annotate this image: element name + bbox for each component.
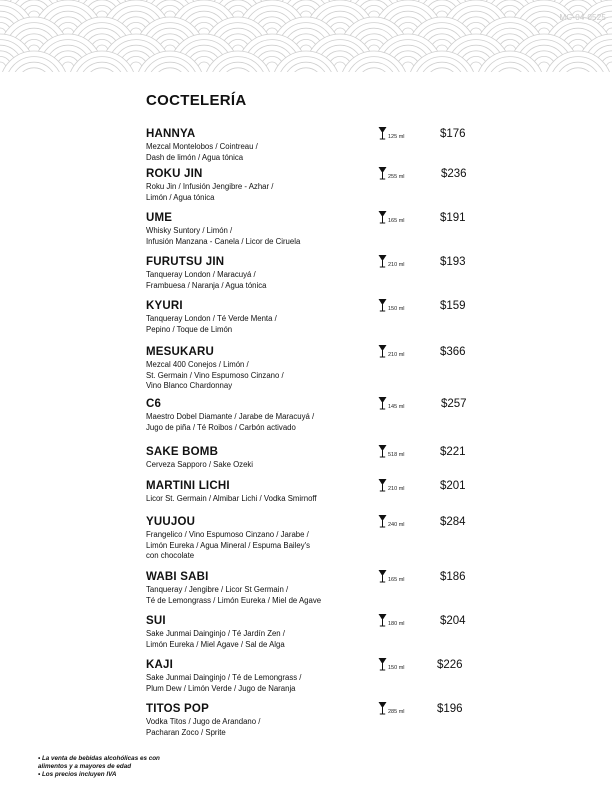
price: $191: [440, 212, 466, 224]
serving-volume: [378, 478, 405, 492]
ingredient-line: Limón / Agua tónica: [146, 192, 215, 202]
footer-note: • Los precios incluyen IVA: [38, 771, 117, 778]
martini-glass-icon: [378, 701, 387, 715]
footer-notes: [38, 755, 160, 779]
cocktail-ingredients: [146, 412, 476, 433]
volume-label: 285 ml: [388, 709, 405, 715]
menu-item: [146, 516, 476, 562]
martini-glass-icon: [378, 613, 387, 627]
menu-item: [146, 212, 476, 247]
cocktail-ingredients: [146, 270, 476, 291]
volume-label: 165 ml: [388, 218, 405, 224]
martini-glass-icon: [378, 344, 387, 358]
volume-label: 210 ml: [388, 262, 405, 268]
document-code: MC-04-0525: [559, 13, 606, 22]
ingredient-line: Frambuesa / Naranja / Agua tónica: [146, 280, 267, 290]
volume-label: 210 ml: [388, 486, 405, 492]
serving-volume: [378, 613, 405, 627]
cocktail-name: MARTINI LICHI: [146, 480, 230, 492]
martini-glass-icon: [378, 569, 387, 583]
cocktail-ingredients: [146, 530, 476, 562]
ingredient-line: Licor St. Germain / Almibar Lichi / Vodka Smirnoff: [146, 494, 317, 503]
volume-label: 518 ml: [388, 452, 405, 458]
cocktail-name: C6: [146, 398, 162, 410]
martini-glass-icon: [378, 126, 387, 140]
ingredient-line: Sake Junmai Dainginjo / Té de Lemongrass /: [146, 673, 302, 682]
price: $201: [440, 480, 466, 492]
price: $186: [440, 571, 466, 583]
menu-item: [146, 346, 476, 392]
menu-item: [146, 571, 476, 606]
serving-volume: [378, 701, 405, 715]
cocktail-ingredients: [146, 314, 476, 335]
menu-item: [146, 398, 476, 433]
ingredient-line: Mezcal Montelobos / Cointreau /: [146, 142, 258, 151]
volume-label: 180 ml: [388, 621, 405, 627]
serving-volume: [378, 344, 405, 358]
ingredient-line: Plum Dew / Limón Verde / Jugo de Naranja: [146, 683, 296, 693]
menu-item: [146, 300, 476, 335]
cocktail-name: WABI SABI: [146, 571, 209, 583]
martini-glass-icon: [378, 210, 387, 224]
serving-volume: [378, 126, 405, 140]
ingredient-line: Tanqueray / Jengibre / Licor St Germain /: [146, 585, 289, 594]
price: $176: [440, 128, 466, 140]
martini-glass-icon: [378, 166, 387, 180]
ingredient-line: Vodka Titos / Jugo de Arandano /: [146, 717, 261, 726]
cocktail-name: SAKE BOMB: [146, 446, 219, 458]
ingredient-line: Limón Eureka / Miel Agave / Sal de Alga: [146, 639, 285, 649]
cocktail-name: ROKU JIN: [146, 168, 203, 180]
ingredient-line: Sake Junmai Dainginjo / Té Jardín Zen /: [146, 629, 285, 638]
cocktail-name: MESUKARU: [146, 346, 215, 358]
martini-glass-icon: [378, 514, 387, 528]
serving-volume: [378, 396, 405, 410]
cocktail-ingredients: [146, 629, 476, 650]
price: $221: [440, 446, 466, 458]
serving-volume: [378, 298, 405, 312]
serving-volume: [378, 444, 405, 458]
martini-glass-icon: [378, 478, 387, 492]
volume-label: 150 ml: [388, 306, 405, 312]
seigaiha-wave-pattern: [0, 0, 612, 72]
menu-item: [146, 256, 476, 291]
menu-item: [146, 168, 476, 203]
serving-volume: [378, 166, 405, 180]
ingredient-line: Mezcal 400 Conejos / Limón /: [146, 360, 249, 369]
martini-glass-icon: [378, 396, 387, 410]
ingredient-line: Pacharan Zoco / Sprite: [146, 727, 226, 737]
price: $196: [437, 703, 463, 715]
ingredient-line: Jugo de piña / Té Roibos / Carbón activado: [146, 422, 296, 432]
cocktail-ingredients: [146, 460, 476, 471]
menu-item: [146, 446, 476, 471]
volume-label: 240 ml: [388, 522, 405, 528]
ingredient-line: Dash de limón / Agua tónica: [146, 152, 244, 162]
menu-item: [146, 703, 476, 738]
ingredient-line: Maestro Dobel Diamante / Jarabe de Maracuyá /: [146, 412, 315, 421]
price: $226: [437, 659, 463, 671]
menu-item: [146, 659, 476, 694]
price: $193: [440, 256, 466, 268]
volume-label: 145 ml: [388, 404, 405, 410]
cocktail-name: FURUTSU JIN: [146, 256, 225, 268]
cocktail-ingredients: [146, 226, 476, 247]
cocktail-ingredients: [146, 494, 476, 505]
volume-label: 210 ml: [388, 352, 405, 358]
martini-glass-icon: [378, 444, 387, 458]
serving-volume: [378, 210, 405, 224]
ingredient-line: Frangelico / Vino Espumoso Cinzano / Jarabe /: [146, 530, 309, 539]
menu-item: [146, 128, 476, 163]
martini-glass-icon: [378, 657, 387, 671]
cocktail-ingredients: [146, 360, 476, 392]
ingredient-line: Whisky Suntory / Limón /: [146, 226, 233, 235]
price: $159: [440, 300, 466, 312]
ingredient-line: Infusión Manzana - Canela / Licor de Ciruela: [146, 236, 301, 246]
martini-glass-icon: [378, 298, 387, 312]
volume-label: 165 ml: [388, 577, 405, 583]
price: $284: [440, 516, 466, 528]
cocktail-ingredients: [146, 585, 476, 606]
serving-volume: [378, 569, 405, 583]
footer-note: • La venta de bebidas alcohólicas es con: [38, 755, 160, 762]
ingredient-line: Cerveza Sapporo / Sake Ozeki: [146, 460, 254, 469]
cocktail-name: YUUJOU: [146, 516, 196, 528]
menu-item: [146, 480, 476, 505]
serving-volume: [378, 254, 405, 268]
cocktail-name: TITOS POP: [146, 703, 209, 715]
cocktail-name: KYURI: [146, 300, 183, 312]
cocktail-name: KAJI: [146, 659, 174, 671]
ingredient-line: Pepino / Toque de Limón: [146, 324, 233, 334]
ingredient-line: con chocolate: [146, 551, 195, 560]
martini-glass-icon: [378, 254, 387, 268]
serving-volume: [378, 514, 405, 528]
cocktail-name: UME: [146, 212, 173, 224]
ingredient-line: Tanqueray London / Maracuyá /: [146, 270, 256, 279]
price: $366: [440, 346, 466, 358]
ingredient-line: Té de Lemongrass / Limón Eureka / Miel de Agave: [146, 595, 322, 605]
volume-label: 150 ml: [388, 665, 405, 671]
ingredient-line: St. Germain / Vino Espumoso Cinzano /: [146, 370, 284, 380]
ingredient-line: Limón Eureka / Agua Mineral / Espuma Bailey's: [146, 540, 311, 550]
ingredient-line: Vino Blanco Chardonnay: [146, 381, 233, 390]
price: $257: [441, 398, 467, 410]
ingredient-line: Roku Jin / Infusión Jengibre - Azhar /: [146, 182, 274, 191]
volume-label: 255 ml: [388, 174, 405, 180]
cocktail-ingredients: [146, 673, 476, 694]
ingredient-line: Tanqueray London / Té Verde Menta /: [146, 314, 277, 323]
section-title: COCTELERÍA: [146, 92, 247, 109]
cocktail-ingredients: [146, 142, 476, 163]
price: $236: [441, 168, 467, 180]
cocktail-name: SUI: [146, 615, 166, 627]
price: $204: [440, 615, 466, 627]
volume-label: 125 ml: [388, 134, 405, 140]
menu-item: [146, 615, 476, 650]
cocktail-name: HANNYA: [146, 128, 196, 140]
cocktail-ingredients: [146, 182, 476, 203]
cocktail-ingredients: [146, 717, 476, 738]
footer-note: alimentos y a mayores de edad: [38, 763, 132, 770]
serving-volume: [378, 657, 405, 671]
